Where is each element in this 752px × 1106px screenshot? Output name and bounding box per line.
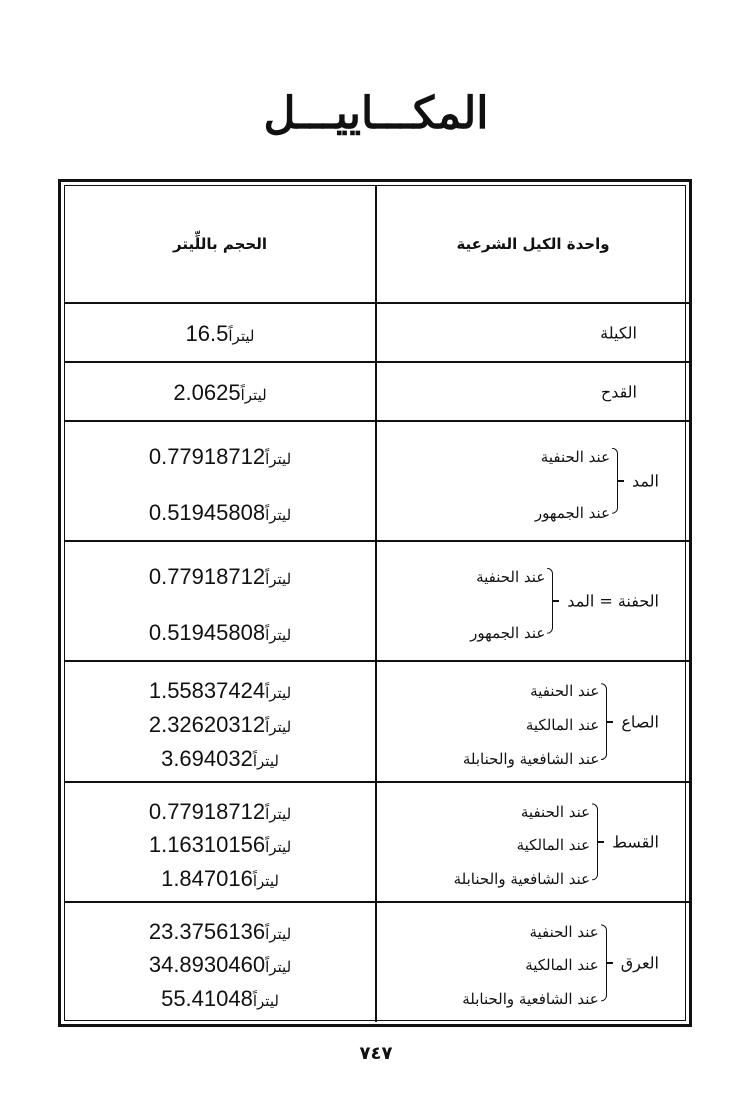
- volume-unit: ليتراً: [265, 506, 292, 525]
- volume-unit: ليتراً: [265, 626, 292, 645]
- volume-number: 16.5: [185, 320, 229, 346]
- volume-number: 2.32620312: [148, 711, 266, 737]
- madhhab-label: عند الحنفية: [530, 682, 600, 701]
- unit-cell: [376, 303, 689, 362]
- brace-tip-icon: [606, 962, 613, 964]
- volume-number: 0.77918712: [148, 798, 266, 824]
- table-row: [65, 362, 689, 421]
- madhhab-label: عند المالكية: [516, 836, 591, 855]
- volume-value: [65, 620, 375, 646]
- madhhab-label: عند الحنفية: [529, 922, 599, 941]
- madhhab-label: عند الحنفية: [476, 567, 546, 586]
- unit-name: المد: [632, 471, 659, 491]
- table-body: [65, 303, 689, 1022]
- volume-unit: ليتراً: [265, 804, 292, 823]
- table-row: [65, 421, 689, 541]
- madhhab-label: عند الشافعية والحنابلة: [462, 990, 599, 1008]
- volume-unit: ليتراً: [252, 992, 279, 1010]
- volume-number: 1.16310156: [148, 832, 266, 858]
- unit-cell: [376, 661, 689, 782]
- unit-cell: [376, 782, 689, 902]
- volume-cell: [65, 782, 376, 902]
- measures-table: [65, 186, 689, 1022]
- volume-value: [65, 919, 375, 945]
- madhhab-label: عند الشافعية والحنابلة: [462, 749, 600, 768]
- header-unit: واحدة الكيل الشرعية: [376, 186, 689, 303]
- madhhab-label: عند الجمهور: [470, 624, 546, 643]
- volume-cell: [65, 303, 376, 362]
- header-volume: الحجم باللِّيتر: [65, 186, 376, 303]
- volume-unit: ليتراً: [228, 326, 255, 345]
- volume-value: [65, 986, 375, 1012]
- volume-number: 55.41048: [161, 986, 253, 1011]
- volume-unit: ليتراً: [265, 449, 292, 468]
- volume-cell: [65, 421, 376, 541]
- unit-cell: [376, 541, 689, 661]
- volume-value: [65, 678, 375, 704]
- unit-name: الحفنة = المد: [567, 591, 659, 611]
- volume-value: [65, 712, 375, 738]
- volume-number: 0.77918712: [148, 563, 266, 589]
- volume-value: [65, 564, 375, 590]
- measures-table-frame: [58, 179, 692, 1027]
- unit-group: [391, 783, 659, 901]
- brace-tip-icon: [552, 600, 559, 602]
- table-row: [65, 303, 689, 362]
- madhhab-label: عند الشافعية والحنابلة: [453, 870, 591, 888]
- page-number: ٧٤٧: [359, 1043, 393, 1064]
- volume-unit: ليتراً: [240, 385, 267, 404]
- unit-cell: [376, 902, 689, 1022]
- unit-name: الصاع: [621, 712, 659, 731]
- volume-value: [65, 380, 375, 406]
- volume-unit: ليتراً: [252, 872, 279, 890]
- volume-number: 0.77918712: [148, 443, 266, 469]
- volume-cell: [65, 661, 376, 782]
- volume-number: 23.3756136: [148, 918, 266, 944]
- volume-cell: [65, 541, 376, 661]
- volume-unit: ليتراً: [265, 924, 292, 943]
- volume-number: 1.847016: [161, 866, 253, 891]
- volume-unit: ليتراً: [265, 684, 292, 703]
- table-row: [65, 782, 689, 902]
- volume-unit: ليتراً: [252, 751, 279, 770]
- measures-table-inner-frame: [64, 185, 686, 1021]
- table-row: [65, 902, 689, 1022]
- table-row: [65, 661, 689, 782]
- madhhab-label: عند المالكية: [525, 715, 600, 734]
- unit-group: [391, 422, 659, 540]
- volume-value: [65, 746, 375, 772]
- brace-tip-icon: [606, 721, 613, 723]
- unit-group: [391, 542, 659, 660]
- volume-number: 34.8930460: [148, 952, 266, 978]
- volume-unit: ليتراً: [265, 838, 292, 857]
- volume-cell: [65, 362, 376, 421]
- unit-name: القسط: [612, 832, 659, 852]
- volume-number: 2.0625: [173, 379, 241, 405]
- volume-unit: ليتراً: [265, 958, 292, 977]
- header-row: [65, 186, 689, 303]
- unit-group: [391, 903, 659, 1022]
- volume-value: [65, 866, 375, 892]
- unit-name: القدح: [600, 382, 637, 401]
- volume-unit: ليتراً: [265, 569, 292, 588]
- madhhab-label: عند الجمهور: [534, 504, 611, 523]
- volume-value: [65, 799, 375, 825]
- madhhab-label: عند المالكية: [525, 956, 599, 975]
- volume-cell: [65, 902, 376, 1022]
- volume-value: [65, 952, 375, 978]
- madhhab-label: عند الحنفية: [520, 802, 591, 821]
- unit-name: الكيلة: [600, 323, 637, 342]
- unit-cell: [376, 362, 689, 421]
- volume-number: 1.55837424: [148, 678, 266, 704]
- volume-value: [65, 500, 375, 526]
- page-title: المكـــاييـــل: [263, 88, 489, 139]
- unit-cell: [376, 421, 689, 541]
- volume-value: [65, 321, 375, 347]
- madhhab-label: عند الحنفية: [540, 447, 611, 466]
- volume-unit: ليتراً: [265, 717, 292, 736]
- brace-tip-icon: [617, 480, 624, 482]
- table-row: [65, 541, 689, 661]
- volume-number: 3.694032: [161, 745, 253, 771]
- volume-number: 0.51945808: [148, 500, 266, 526]
- unit-name: العرق: [620, 953, 659, 972]
- brace-tip-icon: [597, 841, 604, 843]
- unit-group: [391, 662, 659, 781]
- volume-value: [65, 444, 375, 470]
- volume-number: 0.51945808: [148, 620, 266, 646]
- volume-value: [65, 832, 375, 858]
